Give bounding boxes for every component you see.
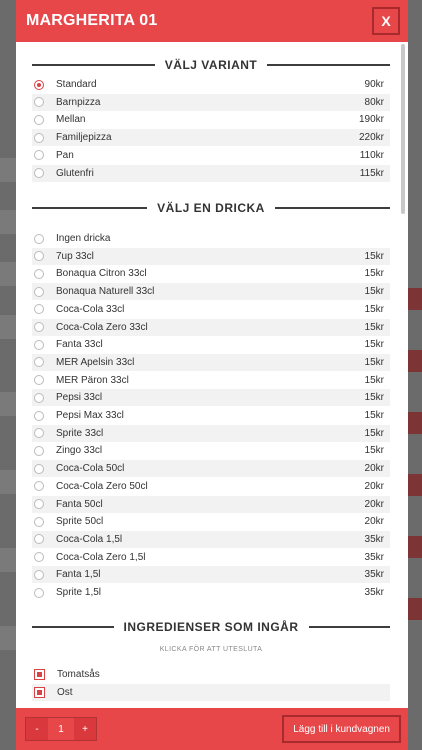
backdrop-block [0,158,16,182]
option-radio[interactable] [34,588,44,598]
option-radio[interactable] [34,534,44,544]
option-radio[interactable] [34,375,44,385]
product-modal [16,0,408,750]
option-radio[interactable] [34,322,44,332]
divider [32,626,114,628]
option-price: 15kr [364,268,384,280]
option-radio[interactable] [34,80,44,90]
close-button[interactable]: X [372,7,400,35]
modal-header [16,0,408,42]
option-row[interactable] [32,460,390,477]
divider [267,64,390,66]
option-label: Standard [56,79,97,90]
option-price: 20kr [364,516,384,528]
option-radio[interactable] [34,357,44,367]
option-row[interactable] [32,496,390,513]
option-radio[interactable] [34,287,44,297]
option-label: Coca-Cola 33cl [56,303,125,315]
quantity-stepper [25,717,97,741]
option-row[interactable] [32,566,390,583]
exclude-hint: KLICKA FÖR ATT UTESLUTA [159,646,263,653]
option-radio[interactable] [34,97,44,107]
divider [309,626,391,628]
option-price: 15kr [364,410,384,421]
modal-title: MARGHERITA 01 [26,12,158,29]
ingredient-option[interactable] [32,666,390,683]
option-radio[interactable] [34,464,44,474]
option-radio[interactable] [34,234,44,244]
backdrop-block [0,548,16,572]
section-title-drink: VÄLJ EN DRICKA [157,201,265,215]
option-price: 15kr [364,374,384,386]
option-radio[interactable] [34,340,44,350]
option-price: 35kr [364,533,384,545]
option-price: 15kr [364,339,384,351]
option-label: Sprite 33cl [56,427,104,439]
option-label: Ost [57,686,73,698]
divider [275,207,390,209]
option-label: Fanta 33cl [56,339,103,351]
option-row[interactable] [32,230,390,247]
option-label: MER Päron 33cl [56,374,129,386]
option-radio[interactable] [34,304,44,314]
section-title-variant: VÄLJ VARIANT [164,58,258,72]
option-row[interactable] [32,111,390,128]
backdrop-button [408,288,422,310]
backdrop-button [408,474,422,496]
section-header-variant [32,55,390,75]
option-row[interactable] [32,94,390,111]
option-row[interactable] [32,372,390,389]
option-price: 15kr [364,427,384,439]
option-row[interactable] [32,147,390,164]
add-to-cart-button[interactable]: Lägg till i kundvagnen [282,715,401,743]
decrease-quantity-button[interactable]: - [26,718,48,740]
option-radio[interactable] [34,517,44,527]
option-label: Mellan [56,114,86,126]
option-price: 15kr [364,250,384,262]
quantity-value: 1 [48,718,74,740]
section-header-drink [32,198,390,218]
backdrop-block [0,470,16,494]
option-price: 15kr [364,303,384,315]
option-radio[interactable] [34,251,44,261]
option-price: 15kr [364,321,384,333]
option-row[interactable] [32,76,390,93]
option-label: Fanta 50cl [56,498,103,510]
divider [32,64,155,66]
backdrop-block [0,626,16,650]
option-price: 90kr [364,79,384,90]
option-price: 110kr [359,149,384,161]
option-label: Coca-Cola 1,5l [56,533,123,545]
option-row[interactable] [32,478,390,495]
option-price: 35kr [364,569,384,581]
option-label: MER Apelsin 33cl [56,356,135,368]
backdrop-button [408,350,422,372]
option-radio[interactable] [34,168,44,178]
ingredient-option[interactable] [32,684,390,701]
option-row[interactable] [32,425,390,442]
option-label: 7up 33cl [56,250,94,262]
option-label: Tomatsås [57,669,100,680]
option-row[interactable] [32,129,390,146]
ingredient-checkbox[interactable] [34,669,45,680]
option-radio[interactable] [34,428,44,438]
ingredient-checkbox[interactable] [34,687,45,698]
option-radio[interactable] [34,115,44,125]
option-radio[interactable] [34,133,44,143]
option-price: 220kr [358,132,384,144]
option-price: 15kr [364,445,384,457]
backdrop-button [408,536,422,558]
option-label: Bonaqua Naturell 33cl [56,286,155,298]
option-label: Familjepizza [56,132,112,144]
option-row[interactable] [32,513,390,530]
modal-footer [16,708,408,750]
option-label: Coca-Cola Zero 50cl [56,480,148,492]
option-price: 20kr [364,480,384,492]
option-label: Bonaqua Citron 33cl [56,268,147,280]
option-row[interactable] [32,407,390,424]
option-label: Sprite 50cl [56,516,104,528]
option-radio[interactable] [34,446,44,456]
option-label: Pepsi 33cl [56,392,103,404]
option-radio[interactable] [34,411,44,421]
option-label: Ingen dricka [56,233,111,244]
option-radio[interactable] [34,499,44,509]
option-row[interactable] [32,336,390,353]
option-label: Coca-Cola Zero 33cl [56,321,148,333]
option-price: 15kr [364,392,384,404]
option-label: Pepsi Max 33cl [56,410,124,421]
backdrop-block [0,315,16,339]
option-row[interactable] [32,248,390,265]
option-price: 190kr [358,114,384,126]
section-title-ingredients: INGREDIENSER SOM INGÅR [123,620,299,634]
backdrop-block [0,210,16,234]
option-radio[interactable] [34,481,44,491]
option-label: Sprite 1,5l [56,587,102,598]
backdrop-block [0,262,16,286]
option-price: 115kr [359,167,384,179]
section-header-ingredients [32,617,390,637]
option-label: Coca-Cola Zero 1,5l [56,551,146,563]
option-price: 20kr [364,498,384,510]
backdrop-button [408,598,422,620]
option-label: Zingo 33cl [56,445,103,457]
scrollbar-thumb[interactable] [401,44,405,214]
option-row[interactable] [32,584,390,601]
option-radio[interactable] [34,552,44,562]
option-radio[interactable] [34,150,44,160]
backdrop-button [408,412,422,434]
option-price: 15kr [364,356,384,368]
option-row[interactable] [32,549,390,566]
option-label: Coca-Cola 50cl [56,463,125,475]
option-label: Fanta 1,5l [56,569,101,581]
option-radio[interactable] [34,393,44,403]
option-price: 80kr [364,96,384,108]
option-row[interactable] [32,301,390,318]
option-row[interactable] [32,165,390,182]
option-row[interactable] [32,265,390,282]
option-label: Pan [56,149,74,161]
option-row[interactable] [32,531,390,548]
option-label: Barnpizza [56,96,101,108]
option-price: 35kr [364,551,384,563]
backdrop-block [0,392,16,416]
option-row[interactable] [32,354,390,371]
option-label: Glutenfri [56,167,94,179]
options-scroll-area[interactable] [16,42,408,708]
divider [32,207,147,209]
option-price: 35kr [364,587,384,598]
option-row[interactable] [32,442,390,459]
option-row[interactable] [32,389,390,406]
option-row[interactable] [32,283,390,300]
option-price: 20kr [364,463,384,475]
option-radio[interactable] [34,570,44,580]
option-radio[interactable] [34,269,44,279]
option-price: 15kr [364,286,384,298]
option-row[interactable] [32,319,390,336]
increase-quantity-button[interactable]: + [74,718,96,740]
